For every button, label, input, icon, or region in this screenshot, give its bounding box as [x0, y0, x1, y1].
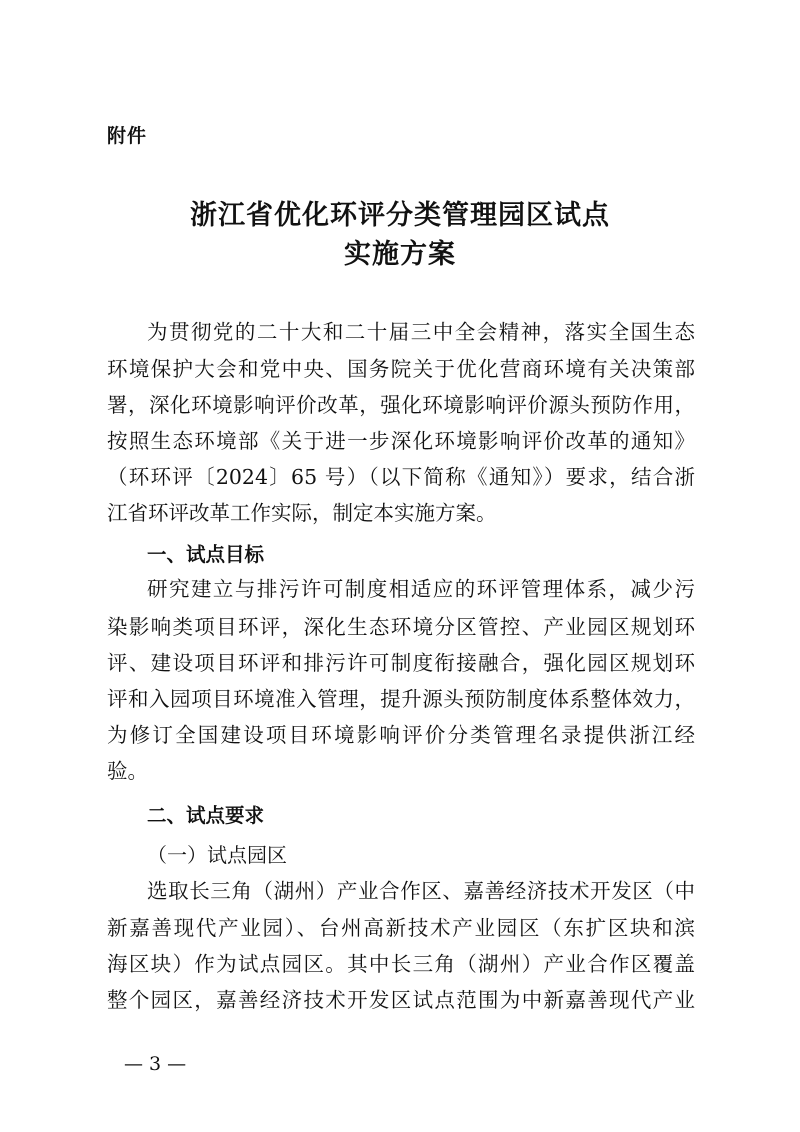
section-1-line-6: 验。	[107, 759, 148, 783]
section-2-subheading: （一）试点园区	[147, 843, 287, 867]
intro-line-5: （环环评〔2024〕65 号）（以下简称《通知》）要求，结合浙	[107, 465, 695, 489]
intro-line-4: 按照生态环境部《关于进一步深化环境影响评价改革的通知》	[107, 429, 695, 453]
attachment-label: 附件	[107, 125, 148, 147]
section-2-heading: 二、试点要求	[147, 804, 265, 827]
section-2-line-2: 新嘉善现代产业园）、台州高新技术产业园区（东扩区块和滨	[107, 916, 695, 940]
intro-line-2: 环境保护大会和党中央、国务院关于优化营商环境有关决策部	[107, 357, 695, 381]
intro-line-6: 江省环评改革工作实际，制定本实施方案。	[107, 501, 497, 525]
page-number: — 3 —	[124, 1053, 187, 1075]
section-1-heading: 一、试点目标	[147, 543, 265, 566]
section-1-line-4: 评和入园项目环境准入管理，提升源头预防制度体系整体效力，	[107, 687, 695, 711]
document-title-line-1: 浙江省优化环评分类管理园区试点	[190, 200, 610, 231]
section-1-line-2: 染影响类项目环评，深化生态环境分区管控、产业园区规划环	[107, 615, 695, 639]
intro-line-3: 署，深化环境影响评价改革，强化环境影响评价源头预防作用，	[107, 393, 695, 417]
section-2-line-1: 选取长三角（湖州）产业合作区、嘉善经济技术开发区（中	[147, 879, 695, 903]
section-2-line-3: 海区块）作为试点园区。其中长三角（湖州）产业合作区覆盖	[107, 952, 695, 976]
section-2-line-4: 整个园区，嘉善经济技术开发区试点范围为中新嘉善现代产业	[107, 988, 695, 1012]
section-1-line-5: 为修订全国建设项目环境影响评价分类管理名录提供浙江经	[107, 723, 695, 747]
document-title-line-2: 实施方案	[344, 239, 456, 270]
section-1-line-3: 评、建设项目环评和排污许可制度衔接融合，强化园区规划环	[107, 651, 695, 675]
section-1-line-1: 研究建立与排污许可制度相适应的环评管理体系，减少污	[147, 577, 695, 601]
intro-line-1: 为贯彻党的二十大和二十届三中全会精神，落实全国生态	[147, 320, 695, 344]
